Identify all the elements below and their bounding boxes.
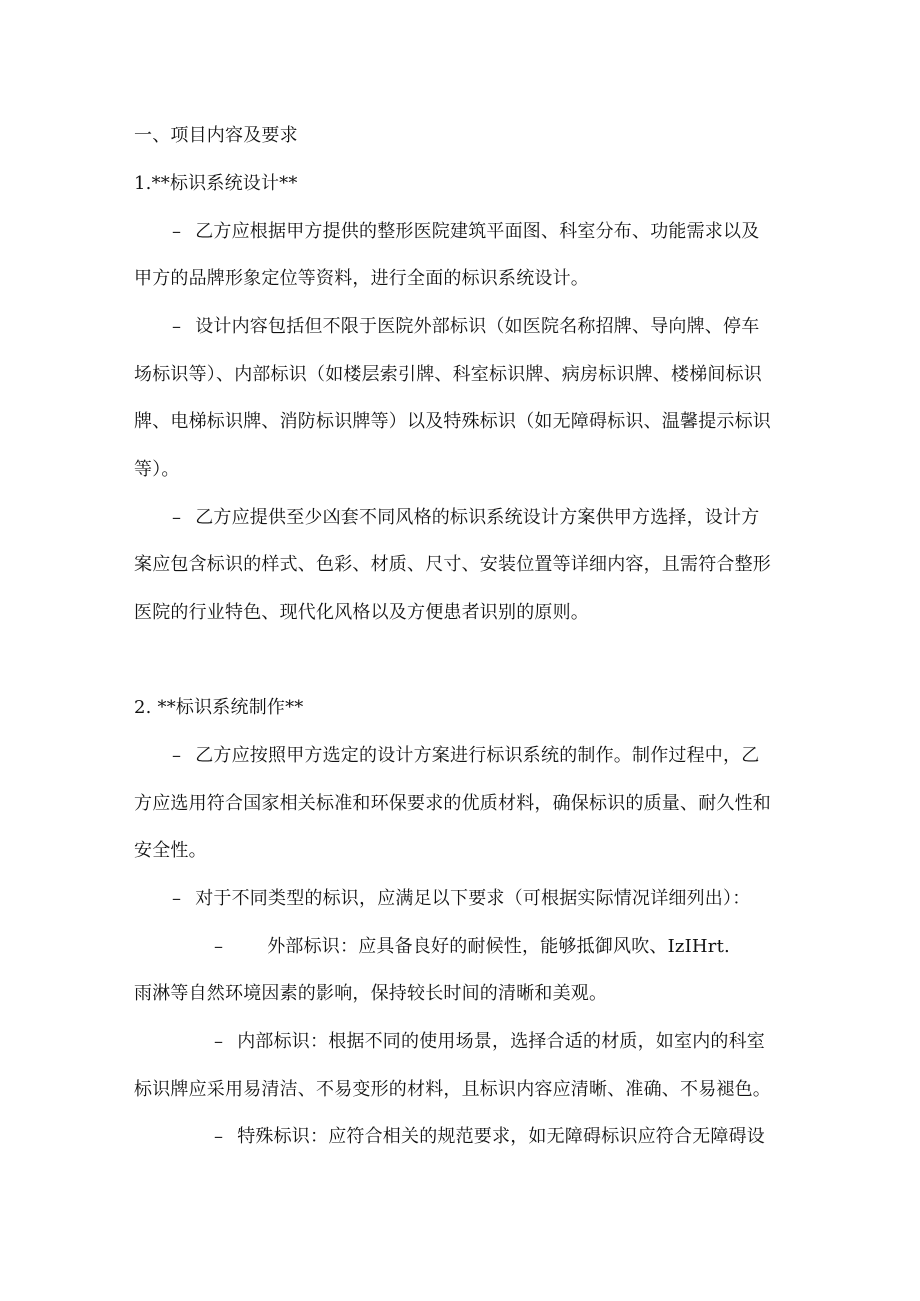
text: 特殊标识：应符合相关的规范要求，如无障碍标识应符合无障碍设 [237, 1126, 765, 1147]
paragraph-line [214, 1030, 765, 1054]
list-dash: – [214, 1031, 224, 1052]
list-dash: – [214, 936, 224, 957]
text: 乙方应提供至少凶套不同风格的标识系统设计方案供甲方选择，设计方 [195, 507, 760, 528]
paragraph-line: 标识牌应采用易清洁、不易变形的材料，且标识内容应清晰、准确、不易褪色。 [134, 1079, 771, 1100]
paragraph-line: 雨淋等自然环境因素的影响，保持较长时间的清晰和美观。 [134, 983, 608, 1004]
paragraph-line: 等）。 [134, 459, 180, 480]
paragraph-line [172, 315, 759, 339]
paragraph-line: 案应包含标识的样式、色彩、材质、尺寸、安装位置等详细内容，且需符合整形 [134, 554, 771, 575]
text: 外部标识：应具备良好的耐候性，能够抵御风吹、IzIHrt. [267, 936, 730, 957]
heading-signage-production: 2. **标识系统制作** [134, 697, 304, 718]
list-dash: – [172, 316, 182, 337]
text: 设计内容包括但不限于医院外部标识（如医院名称招牌、导向牌、停车 [195, 316, 760, 337]
list-dash: – [172, 507, 182, 528]
text: 乙方应根据甲方提供的整形医院建筑平面图、科室分布、功能需求以及 [195, 221, 760, 242]
paragraph-line [214, 1125, 765, 1149]
paragraph-line [172, 887, 750, 911]
paragraph-line [172, 220, 759, 244]
list-dash: – [214, 1126, 224, 1147]
heading-signage-design: 1.**标识系统设计** [134, 173, 298, 194]
paragraph-line: 安全性。 [134, 840, 207, 861]
paragraph-line: 牌、电梯标识牌、消防标识牌等）以及特殊标识（如无障碍标识、温馨提示标识 [134, 411, 771, 432]
paragraph-line: 场标识等）、内部标识（如楼层索引牌、科室标识牌、病房标识牌、楼梯间标识 [134, 364, 762, 385]
text: 对于不同类型的标识，应满足以下要求（可根据实际情况详细列出）： [195, 888, 751, 909]
section-title: 一、项目内容及要求 [134, 125, 298, 146]
paragraph-line [172, 506, 759, 530]
text: 乙方应按照甲方选定的设计方案进行标识系统的制作。制作过程中，乙 [195, 745, 760, 766]
text: 内部标识：根据不同的使用场景，选择合适的材质，如室内的科室 [237, 1031, 765, 1052]
paragraph-line: 医院的行业特色、现代化风格以及方便患者识别的原则。 [134, 602, 589, 623]
paragraph-line: 甲方的品牌形象定位等资料，进行全面的标识系统设计。 [134, 268, 589, 289]
list-dash: – [172, 745, 182, 766]
paragraph-line [172, 744, 759, 768]
list-dash: – [172, 221, 182, 242]
list-dash: – [172, 888, 182, 909]
paragraph-line [214, 935, 730, 959]
paragraph-line: 方应选用符合国家相关标准和环保要求的优质材料，确保标识的质量、耐久性和 [134, 793, 771, 814]
